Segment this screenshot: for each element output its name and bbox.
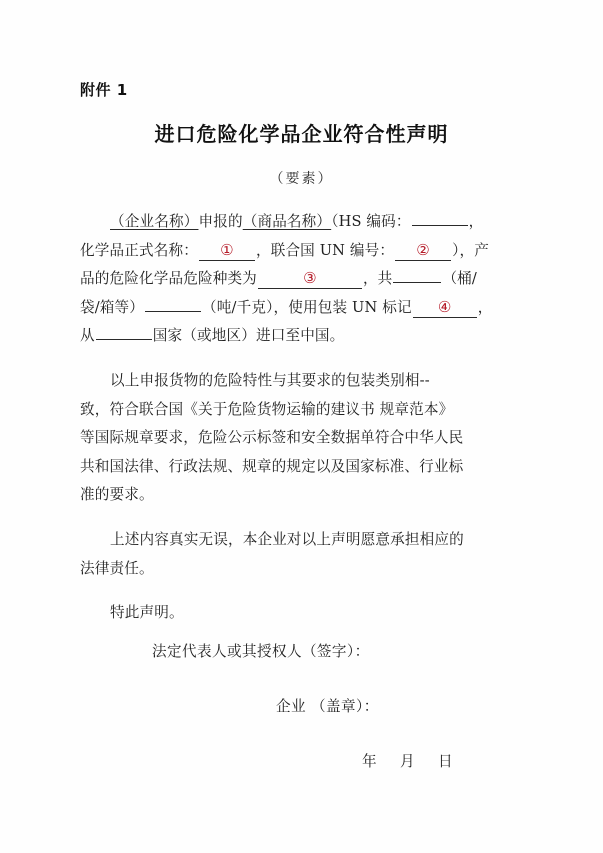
compliance-text-1: 以上申报货物的危险特性与其要求的包装类别相-- bbox=[110, 371, 430, 389]
hs-code-field[interactable] bbox=[412, 210, 468, 226]
declaration-text-3a: 品的危险化学品危险种类为 bbox=[80, 270, 257, 288]
marker-two: ② bbox=[416, 240, 430, 259]
declaration-paragraph bbox=[80, 208, 523, 351]
truth-paragraph bbox=[80, 526, 523, 583]
declaration-text-3b: ，共 bbox=[362, 270, 393, 288]
date-day-label: 日 bbox=[438, 753, 453, 770]
hereby-paragraph bbox=[80, 599, 523, 628]
declaration-text-1e: ， bbox=[468, 213, 484, 230]
quantity-count-field[interactable] bbox=[393, 267, 441, 283]
declaration-text-2a: 化学品正式名称： bbox=[80, 241, 198, 259]
marker-three: ③ bbox=[303, 269, 317, 288]
date-month-label: 月 bbox=[400, 753, 415, 770]
origin-country-field[interactable] bbox=[96, 324, 152, 340]
compliance-line-4: 共和国法律、行政法规、规章的规定以及国家标准、行业标 bbox=[80, 457, 464, 475]
company-name-field[interactable]: （企业名称） bbox=[110, 213, 199, 230]
product-name-field[interactable]: （商品名称） bbox=[242, 213, 332, 230]
declaration-text-4b: （吨/千克），使用包装 UN 标记 bbox=[202, 298, 412, 316]
declaration-line-4 bbox=[80, 294, 523, 323]
weight-field[interactable] bbox=[145, 296, 201, 312]
declaration-line-3 bbox=[80, 265, 523, 294]
declaration-text-1b: 申报的 bbox=[198, 213, 243, 230]
declaration-text-5b: 国家（或地区）进口至中国。 bbox=[152, 327, 345, 345]
declaration-text-2c: ），产 bbox=[452, 241, 490, 259]
declaration-text-4c: ， bbox=[477, 298, 493, 316]
hereby-line-1 bbox=[80, 599, 523, 628]
declaration-line-2 bbox=[80, 237, 523, 266]
declaration-text-5a: 从 bbox=[80, 327, 95, 345]
chemical-official-name-field[interactable] bbox=[199, 242, 255, 261]
compliance-line-1 bbox=[80, 367, 523, 396]
declaration-line-1 bbox=[80, 208, 523, 237]
page-subtitle: （要素） bbox=[269, 171, 334, 187]
truth-text-1: 上述内容真实无误，本企业对以上声明愿意承担相应的 bbox=[110, 530, 464, 548]
signature-block bbox=[80, 640, 523, 771]
un-packaging-mark-field[interactable] bbox=[413, 299, 477, 318]
declaration-text-2b: ，联合国 UN 编号： bbox=[255, 241, 395, 259]
date-line[interactable] bbox=[80, 750, 523, 771]
compliance-line-2: 致，符合联合国《关于危险货物运输的建议书 规章范本》 bbox=[80, 400, 454, 418]
company-seal-line[interactable]: 企业 （盖章）： bbox=[276, 698, 379, 715]
truth-line-2: 法律责任。 bbox=[80, 559, 154, 577]
page-title: 进口危险化学品企业符合性声明 bbox=[154, 122, 449, 146]
legal-representative-signature-line[interactable]: 法定代表人或其授权人（签字）： bbox=[152, 643, 370, 660]
compliance-line-3: 等国际规章要求，危险公示标签和安全数据单符合中华人民 bbox=[80, 429, 464, 447]
hazard-category-field[interactable] bbox=[258, 270, 362, 289]
declaration-text-1d: （HS 编码： bbox=[331, 213, 411, 230]
declaration-text-4a: 袋/箱等） bbox=[80, 298, 145, 316]
declaration-line-5 bbox=[80, 322, 523, 351]
compliance-line-5: 准的要求。 bbox=[80, 486, 154, 504]
truth-line-1 bbox=[80, 526, 523, 555]
document-body bbox=[80, 208, 523, 628]
marker-four: ④ bbox=[437, 297, 452, 316]
marker-one: ① bbox=[220, 240, 234, 259]
hereby-text-1: 特此声明。 bbox=[110, 604, 184, 622]
date-year-label: 年 bbox=[362, 753, 377, 770]
un-number-field[interactable] bbox=[395, 242, 451, 261]
compliance-paragraph bbox=[80, 367, 523, 510]
declaration-text-3c: （桶/ bbox=[442, 270, 477, 288]
attachment-label: 附件 1 bbox=[80, 81, 128, 99]
